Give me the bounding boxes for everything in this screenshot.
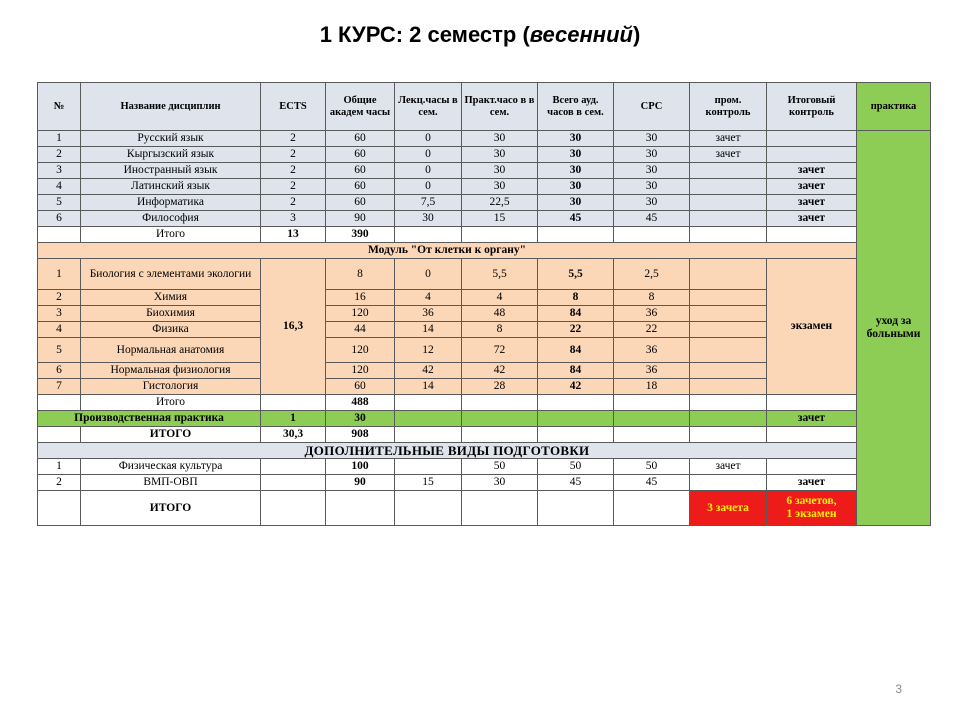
page-number: 3 bbox=[895, 682, 902, 696]
empty-cell bbox=[614, 395, 690, 411]
ects-cell: 2 bbox=[261, 195, 326, 211]
srs-cell: 22 bbox=[614, 322, 690, 338]
srs-cell: 50 bbox=[614, 459, 690, 475]
discipline-name: Физика bbox=[81, 322, 261, 338]
dop-title: ДОПОЛНИТЕЛЬНЫЕ ВИДЫ ПОДГОТОВКИ bbox=[38, 443, 857, 459]
pract-cell: 30 bbox=[462, 131, 538, 147]
empty-cell bbox=[38, 491, 81, 526]
itogo-label: Итого bbox=[81, 395, 261, 411]
empty-cell bbox=[767, 395, 857, 411]
module-title-row bbox=[38, 243, 931, 259]
empty-cell bbox=[767, 227, 857, 243]
final-cell bbox=[767, 147, 857, 163]
table-row bbox=[38, 131, 931, 147]
interim-cell bbox=[690, 290, 767, 306]
empty-cell bbox=[538, 227, 614, 243]
final-cell: зачет bbox=[767, 211, 857, 227]
grand-total-ects: 30,3 bbox=[261, 427, 326, 443]
header-final: Итоговый контроль bbox=[767, 83, 857, 131]
lect-cell: 14 bbox=[395, 379, 462, 395]
table-row bbox=[38, 211, 931, 227]
pract-cell: 28 bbox=[462, 379, 538, 395]
header-srs: СРС bbox=[614, 83, 690, 131]
empty-cell bbox=[614, 427, 690, 443]
empty-cell bbox=[614, 227, 690, 243]
discipline-name: Иностранный язык bbox=[81, 163, 261, 179]
empty-cell bbox=[38, 427, 81, 443]
empty-cell bbox=[690, 227, 767, 243]
row-num: 1 bbox=[38, 131, 81, 147]
pract-cell: 50 bbox=[462, 459, 538, 475]
dop-itogo-label: ИТОГО bbox=[81, 491, 261, 526]
total-hours-cell: 60 bbox=[326, 131, 395, 147]
discipline-name: Латинский язык bbox=[81, 179, 261, 195]
prod-practice-final: зачет bbox=[767, 411, 857, 427]
empty-cell bbox=[538, 491, 614, 526]
dop-title-row bbox=[38, 443, 931, 459]
lect-cell: 14 bbox=[395, 322, 462, 338]
dop-itogo-final bbox=[767, 491, 857, 526]
interim-cell bbox=[690, 163, 767, 179]
empty-cell bbox=[395, 411, 462, 427]
discipline-name: Биохимия bbox=[81, 306, 261, 322]
title-emphasis: весенний bbox=[529, 22, 633, 47]
itogo-total: 390 bbox=[326, 227, 395, 243]
empty-cell bbox=[38, 227, 81, 243]
empty-cell bbox=[690, 411, 767, 427]
srs-cell: 2,5 bbox=[614, 259, 690, 290]
pract-cell: 30 bbox=[462, 163, 538, 179]
empty-cell bbox=[462, 427, 538, 443]
aud-cell: 42 bbox=[538, 379, 614, 395]
table-row bbox=[38, 459, 931, 475]
srs-cell: 30 bbox=[614, 163, 690, 179]
total-hours-cell: 60 bbox=[326, 147, 395, 163]
row-num: 3 bbox=[38, 163, 81, 179]
lect-cell: 4 bbox=[395, 290, 462, 306]
header-interim: пром. контроль bbox=[690, 83, 767, 131]
aud-cell: 45 bbox=[538, 475, 614, 491]
table-row bbox=[38, 163, 931, 179]
empty-cell bbox=[538, 427, 614, 443]
table-row bbox=[38, 475, 931, 491]
lect-cell: 30 bbox=[395, 211, 462, 227]
aud-cell: 30 bbox=[538, 179, 614, 195]
discipline-name: Нормальная физиология bbox=[81, 363, 261, 379]
row-num: 6 bbox=[38, 363, 81, 379]
empty-cell bbox=[261, 395, 326, 411]
total-hours-cell: 60 bbox=[326, 379, 395, 395]
pract-cell: 48 bbox=[462, 306, 538, 322]
total-hours-cell: 16 bbox=[326, 290, 395, 306]
aud-cell: 22 bbox=[538, 322, 614, 338]
row-num: 2 bbox=[38, 475, 81, 491]
pract-cell: 30 bbox=[462, 475, 538, 491]
total-hours-cell: 60 bbox=[326, 179, 395, 195]
module-title: Модуль "От клетки к органу" bbox=[38, 243, 857, 259]
total-hours-cell: 90 bbox=[326, 475, 395, 491]
empty-cell bbox=[395, 427, 462, 443]
header-total-hours: Общие академ часы bbox=[326, 83, 395, 131]
aud-cell: 30 bbox=[538, 131, 614, 147]
pract-cell: 8 bbox=[462, 322, 538, 338]
prod-practice-label: Производственная практика bbox=[38, 411, 261, 427]
pract-cell: 5,5 bbox=[462, 259, 538, 290]
srs-cell: 30 bbox=[614, 179, 690, 195]
itogo-total: 488 bbox=[326, 395, 395, 411]
module-ects: 16,3 bbox=[261, 259, 326, 395]
prod-practice-row bbox=[38, 411, 931, 427]
lect-cell: 12 bbox=[395, 338, 462, 363]
srs-cell: 36 bbox=[614, 306, 690, 322]
interim-cell bbox=[690, 363, 767, 379]
interim-cell bbox=[690, 338, 767, 363]
empty-cell bbox=[395, 395, 462, 411]
row-num: 2 bbox=[38, 290, 81, 306]
grand-total-label: ИТОГО bbox=[81, 427, 261, 443]
curriculum-table bbox=[37, 82, 931, 526]
srs-cell: 18 bbox=[614, 379, 690, 395]
itogo-label: Итого bbox=[81, 227, 261, 243]
total-hours-cell: 44 bbox=[326, 322, 395, 338]
interim-cell bbox=[690, 179, 767, 195]
empty-cell bbox=[395, 227, 462, 243]
lect-cell: 0 bbox=[395, 179, 462, 195]
interim-cell bbox=[690, 195, 767, 211]
row-num: 1 bbox=[38, 459, 81, 475]
final-cell: зачет bbox=[767, 475, 857, 491]
row-num: 7 bbox=[38, 379, 81, 395]
lect-cell: 15 bbox=[395, 475, 462, 491]
total-hours-cell: 120 bbox=[326, 338, 395, 363]
header-ects: ECTS bbox=[261, 83, 326, 131]
discipline-name: Физическая культура bbox=[81, 459, 261, 475]
total-hours-cell: 120 bbox=[326, 306, 395, 322]
srs-cell: 8 bbox=[614, 290, 690, 306]
ects-cell: 3 bbox=[261, 211, 326, 227]
lect-cell: 42 bbox=[395, 363, 462, 379]
srs-cell: 36 bbox=[614, 363, 690, 379]
interim-cell bbox=[690, 211, 767, 227]
table-row bbox=[38, 195, 931, 211]
header-pract: Практ.часо в в сем. bbox=[462, 83, 538, 131]
pract-cell: 22,5 bbox=[462, 195, 538, 211]
ects-cell bbox=[261, 475, 326, 491]
grand-total-total: 908 bbox=[326, 427, 395, 443]
empty-cell bbox=[462, 491, 538, 526]
srs-cell: 30 bbox=[614, 195, 690, 211]
total-hours-cell: 60 bbox=[326, 195, 395, 211]
empty-cell bbox=[767, 427, 857, 443]
row-num: 2 bbox=[38, 147, 81, 163]
itogo-row bbox=[38, 227, 931, 243]
dop-itogo-final-line2: 1 экзамен bbox=[786, 508, 837, 520]
row-num: 5 bbox=[38, 195, 81, 211]
pract-cell: 15 bbox=[462, 211, 538, 227]
row-num: 1 bbox=[38, 259, 81, 290]
pract-cell: 30 bbox=[462, 147, 538, 163]
discipline-name: Русский язык bbox=[81, 131, 261, 147]
module-final: экзамен bbox=[767, 259, 857, 395]
empty-cell bbox=[261, 491, 326, 526]
ects-cell: 2 bbox=[261, 163, 326, 179]
final-cell: зачет bbox=[767, 163, 857, 179]
itogo-row bbox=[38, 395, 931, 411]
header-name: Название дисциплин bbox=[81, 83, 261, 131]
table-row bbox=[38, 147, 931, 163]
final-cell: зачет bbox=[767, 179, 857, 195]
title-prefix: 1 КУРС: 2 семестр ( bbox=[319, 22, 530, 47]
empty-cell bbox=[38, 395, 81, 411]
discipline-name: Нормальная анатомия bbox=[81, 338, 261, 363]
row-num: 3 bbox=[38, 306, 81, 322]
lect-cell: 0 bbox=[395, 163, 462, 179]
final-cell bbox=[767, 131, 857, 147]
table-row bbox=[38, 259, 931, 290]
page-title bbox=[0, 22, 960, 48]
discipline-name: Биология с элементами экологии bbox=[81, 259, 261, 290]
row-num: 5 bbox=[38, 338, 81, 363]
lect-cell bbox=[395, 459, 462, 475]
empty-cell bbox=[538, 411, 614, 427]
interim-cell: зачет bbox=[690, 459, 767, 475]
srs-cell: 30 bbox=[614, 131, 690, 147]
empty-cell bbox=[614, 411, 690, 427]
empty-cell bbox=[462, 395, 538, 411]
empty-cell bbox=[395, 491, 462, 526]
interim-cell: зачет bbox=[690, 131, 767, 147]
dop-itogo-row bbox=[38, 491, 931, 526]
row-num: 4 bbox=[38, 179, 81, 195]
discipline-name: ВМП-ОВП bbox=[81, 475, 261, 491]
pract-cell: 72 bbox=[462, 338, 538, 363]
prod-practice-total: 30 bbox=[326, 411, 395, 427]
empty-cell bbox=[614, 491, 690, 526]
itogo-ects: 13 bbox=[261, 227, 326, 243]
row-num: 6 bbox=[38, 211, 81, 227]
lect-cell: 0 bbox=[395, 259, 462, 290]
empty-cell bbox=[538, 395, 614, 411]
discipline-name: Философия bbox=[81, 211, 261, 227]
interim-cell bbox=[690, 379, 767, 395]
empty-cell bbox=[690, 395, 767, 411]
empty-cell bbox=[462, 411, 538, 427]
empty-cell bbox=[462, 227, 538, 243]
ects-cell bbox=[261, 459, 326, 475]
final-cell: зачет bbox=[767, 195, 857, 211]
srs-cell: 45 bbox=[614, 211, 690, 227]
empty-cell bbox=[690, 427, 767, 443]
header-lect: Лекц.часы в сем. bbox=[395, 83, 462, 131]
header-aud: Всего ауд. часов в сем. bbox=[538, 83, 614, 131]
pract-cell: 4 bbox=[462, 290, 538, 306]
title-suffix: ) bbox=[632, 22, 641, 47]
total-hours-cell: 120 bbox=[326, 363, 395, 379]
aud-cell: 84 bbox=[538, 306, 614, 322]
srs-cell: 30 bbox=[614, 147, 690, 163]
prod-practice-ects: 1 bbox=[261, 411, 326, 427]
aud-cell: 30 bbox=[538, 147, 614, 163]
grand-total-row bbox=[38, 427, 931, 443]
final-cell bbox=[767, 459, 857, 475]
total-hours-cell: 8 bbox=[326, 259, 395, 290]
pract-cell: 42 bbox=[462, 363, 538, 379]
aud-cell: 84 bbox=[538, 363, 614, 379]
interim-cell bbox=[690, 475, 767, 491]
discipline-name: Кыргызский язык bbox=[81, 147, 261, 163]
srs-cell: 45 bbox=[614, 475, 690, 491]
interim-cell: зачет bbox=[690, 147, 767, 163]
total-hours-cell: 60 bbox=[326, 163, 395, 179]
aud-cell: 45 bbox=[538, 211, 614, 227]
interim-cell bbox=[690, 322, 767, 338]
srs-cell: 36 bbox=[614, 338, 690, 363]
practice-line1: уход за bbox=[875, 315, 912, 327]
interim-cell bbox=[690, 306, 767, 322]
lect-cell: 0 bbox=[395, 131, 462, 147]
aud-cell: 30 bbox=[538, 163, 614, 179]
aud-cell: 50 bbox=[538, 459, 614, 475]
practice-cell bbox=[857, 131, 931, 526]
dop-itogo-interim: 3 зачета bbox=[690, 491, 767, 526]
aud-cell: 84 bbox=[538, 338, 614, 363]
aud-cell: 5,5 bbox=[538, 259, 614, 290]
total-hours-cell: 100 bbox=[326, 459, 395, 475]
discipline-name: Гистология bbox=[81, 379, 261, 395]
discipline-name: Информатика bbox=[81, 195, 261, 211]
aud-cell: 8 bbox=[538, 290, 614, 306]
table-body bbox=[38, 83, 931, 526]
interim-cell bbox=[690, 259, 767, 290]
discipline-name: Химия bbox=[81, 290, 261, 306]
header-row bbox=[38, 83, 931, 131]
ects-cell: 2 bbox=[261, 147, 326, 163]
lect-cell: 36 bbox=[395, 306, 462, 322]
header-practice: практика bbox=[857, 83, 931, 131]
lect-cell: 0 bbox=[395, 147, 462, 163]
lect-cell: 7,5 bbox=[395, 195, 462, 211]
empty-cell bbox=[326, 491, 395, 526]
total-hours-cell: 90 bbox=[326, 211, 395, 227]
aud-cell: 30 bbox=[538, 195, 614, 211]
pract-cell: 30 bbox=[462, 179, 538, 195]
table-row bbox=[38, 179, 931, 195]
dop-itogo-final-line1: 6 зачетов, bbox=[786, 495, 837, 507]
ects-cell: 2 bbox=[261, 131, 326, 147]
header-num: № bbox=[38, 83, 81, 131]
row-num: 4 bbox=[38, 322, 81, 338]
ects-cell: 2 bbox=[261, 179, 326, 195]
practice-line2: больными bbox=[866, 328, 921, 340]
